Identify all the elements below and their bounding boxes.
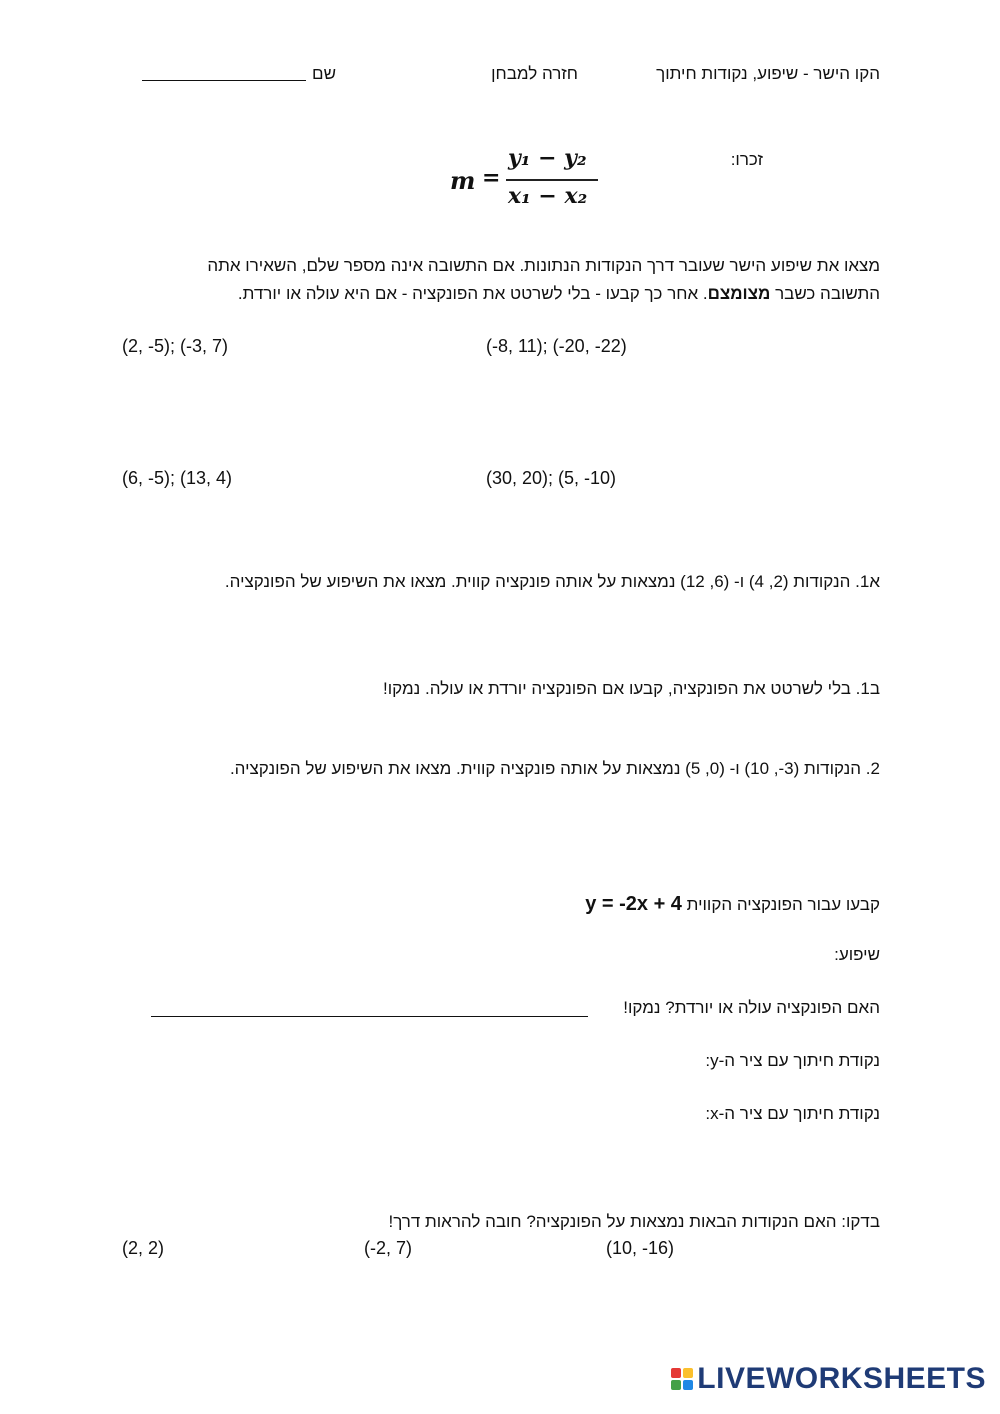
question-2: 2. הנקודות (3-, 10) ו- (0, 5) נמצאות על אותה פונקציה קווית. מצאו את השיפוע של הפונקציה. [229, 759, 880, 778]
point-pair: (6, -5); (13, 4) [122, 468, 233, 488]
name-field[interactable] [142, 62, 306, 86]
formula-equals: = [482, 165, 501, 191]
formula-numerator: y₁ − y₂ [508, 145, 587, 171]
worksheet-subtitle: חזרה למבחן [491, 64, 578, 83]
increasing-question: האם הפונקציה עולה או יורדת? נמקו! [623, 998, 880, 1017]
question-1b: ב1. בלי לשרטט את הפונקציה, קבעו אם הפונקציה יורדת או עולה. נמקו! [383, 679, 880, 698]
formula-lhs: m [450, 166, 476, 195]
formula-denominator: x₁ − x₂ [508, 183, 588, 209]
logo-text: LIVEWORKSHEETS [697, 1362, 986, 1395]
liveworksheets-logo [671, 1362, 986, 1396]
question-1a: א1. הנקודות (2, 4) ו- (6, 12) נמצאות על אותה פונקציה קווית. מצאו את השיפוע של הפונקציה. [224, 572, 880, 591]
answer-line[interactable] [151, 998, 588, 1022]
x-intercept-label: נקודת חיתוך עם ציר ה-x: [705, 1104, 880, 1123]
point-pair: (-8, 11); (-20, -22) [486, 336, 627, 356]
worksheet-topic: הקו הישר - שיפוע, נקודות חיתוך [656, 64, 880, 83]
y-intercept-label: נקודת חיתוך עם ציר ה-y: [705, 1051, 880, 1070]
remember-label: זכרו: [730, 150, 763, 169]
function-equation: y = -2x + 4 [585, 893, 682, 915]
name-label: שם [312, 64, 336, 83]
instructions-line-1: מצאו את שיפוע הישר שעובר דרך הנקודות הנתונות. אם התשובה אינה מספר שלם, השאירו אתה [207, 256, 880, 275]
point-pair: (2, -5); (-3, 7) [122, 336, 229, 356]
fraction-bar [506, 179, 598, 181]
check-point: (2, 2) [122, 1238, 165, 1258]
slope-label: שיפוע: [834, 945, 880, 964]
check-point: (10, -16) [606, 1238, 675, 1258]
check-question: בדקו: האם הנקודות הבאות נמצאות על הפונקציה? חובה להראות דרך! [388, 1212, 880, 1231]
logo-grid-icon [671, 1368, 693, 1390]
check-point: (-2, 7) [364, 1238, 413, 1258]
linear-function-prompt: קבעו עבור הפונקציה הקווית y = -2x + 4 [585, 893, 880, 915]
point-pair: (30, 20); (5, -10) [486, 468, 617, 488]
slope-formula [450, 145, 610, 215]
instructions-line-2: התשובה כשבר מצומצם. אחר כך קבעו - בלי לשרטט את הפונקציה - אם היא עולה או יורדת. [237, 284, 880, 303]
